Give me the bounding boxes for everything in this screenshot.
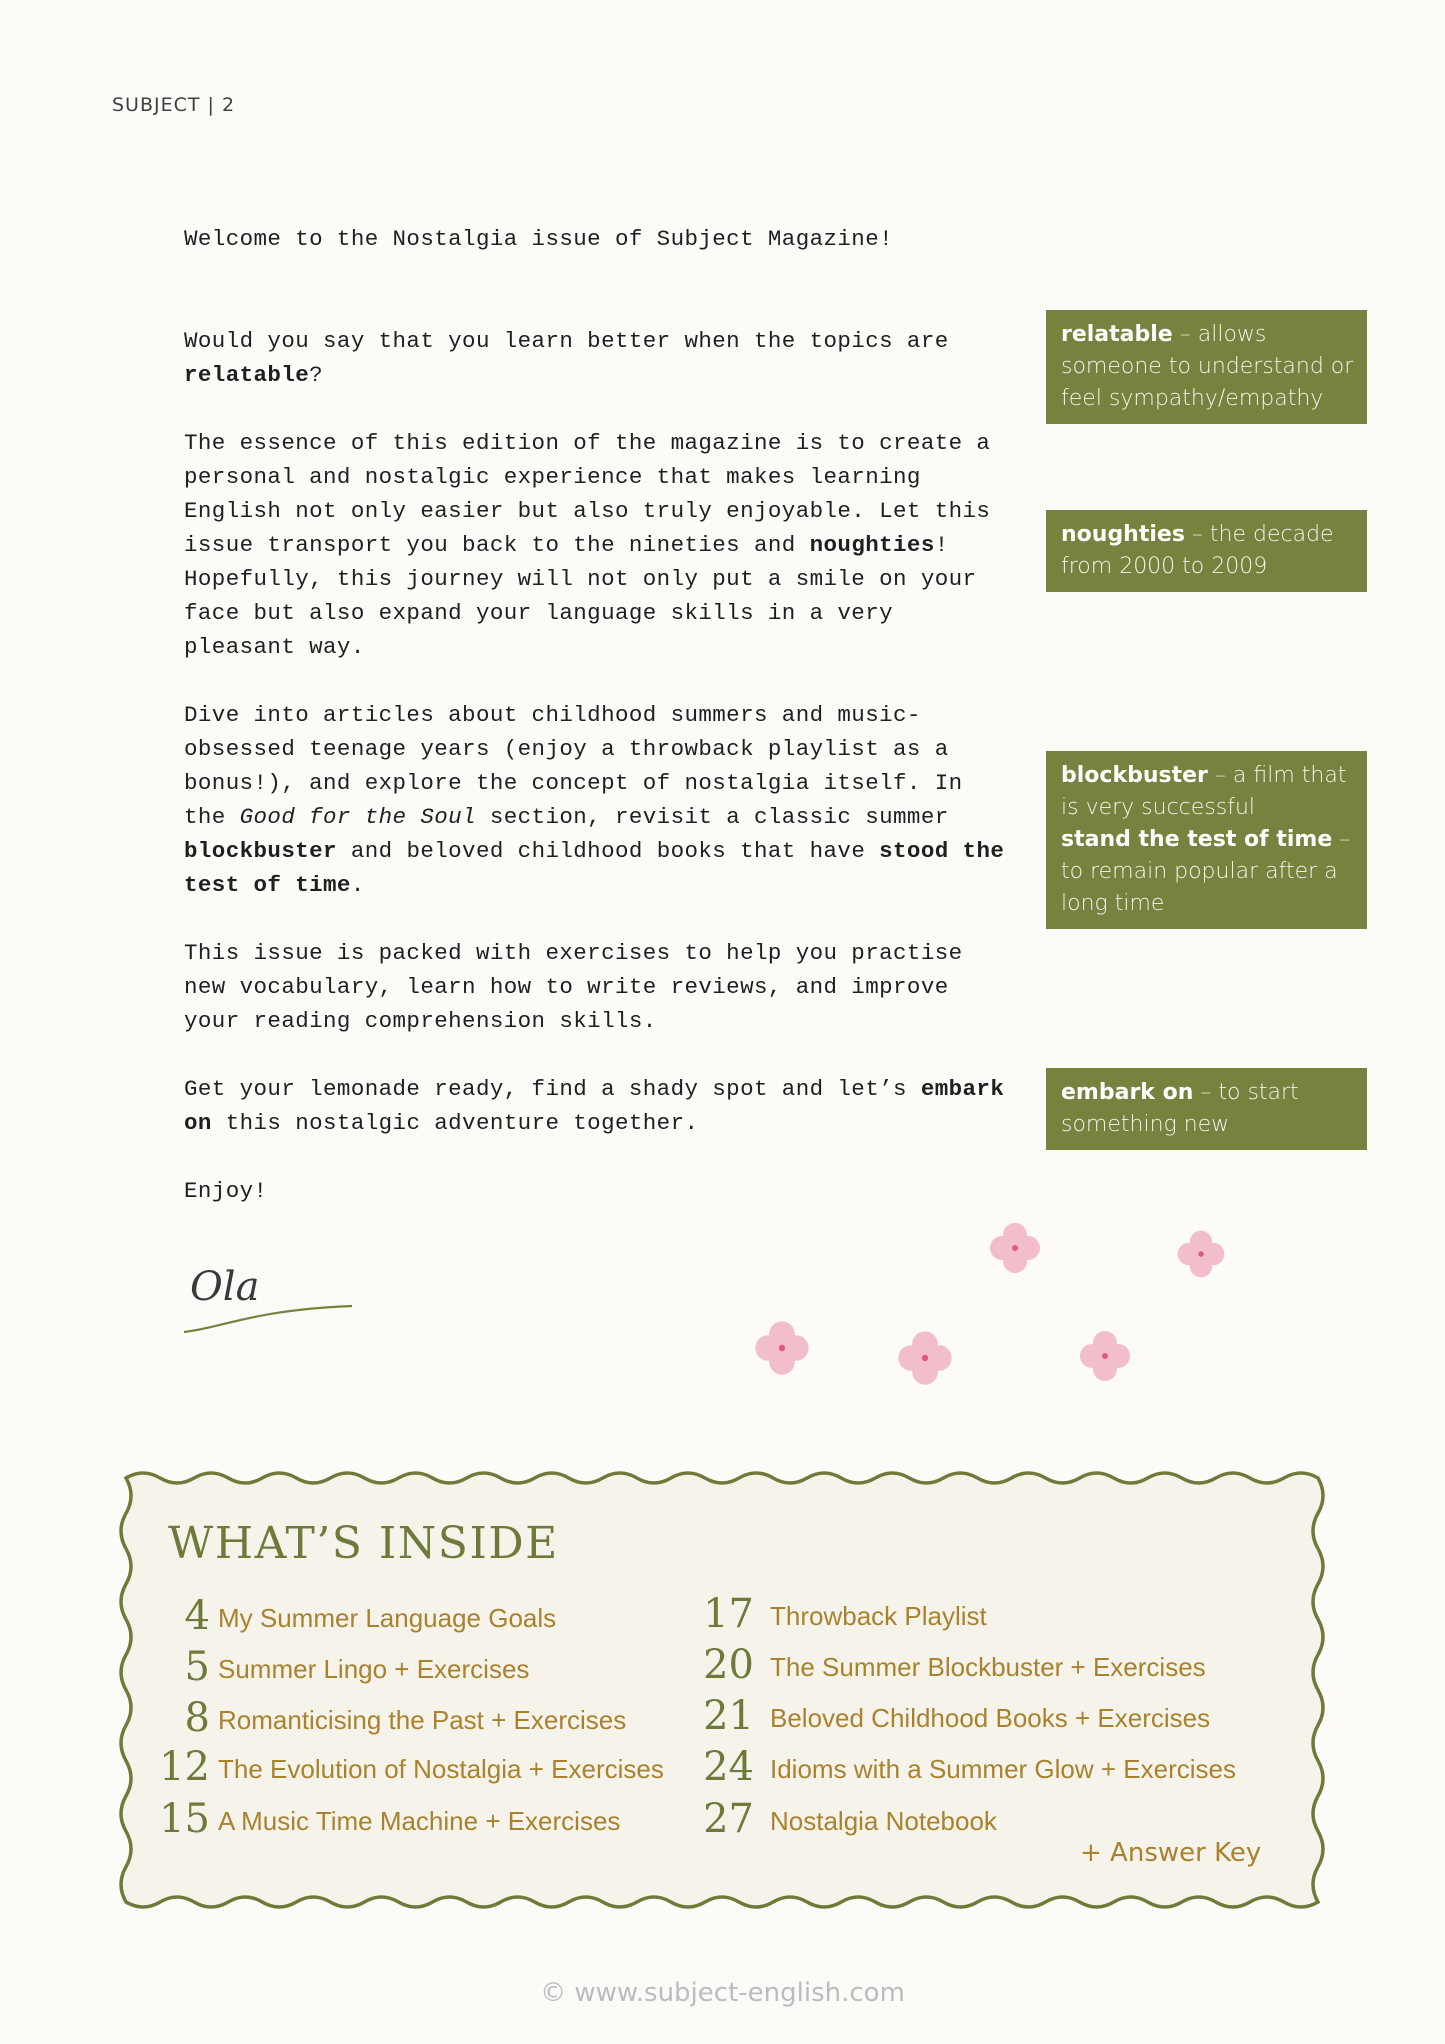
toc-label: The Summer Blockbuster + Exercises [770, 1652, 1206, 1682]
toc-label: Throwback Playlist [770, 1601, 987, 1631]
paragraph-3: Dive into articles about childhood summers and music-obsessed teenage years (enjoy a throwback playlist as a bonus!), and explore the concept of nostalgia itself. In the Good for the Soul section, revisit a classic summer blockbuster and beloved childhood books that have stood the test of time. [184, 702, 1005, 898]
toc-page-number: 12 [159, 1744, 210, 1790]
toc-page-number: 5 [184, 1644, 210, 1690]
welcome-line: Welcome to the Nostalgia issue of Subject Magazine! [184, 226, 894, 252]
toc-label: Nostalgia Notebook [770, 1806, 997, 1836]
toc-label: The Evolution of Nostalgia + Exercises [218, 1754, 664, 1784]
toc-label: Beloved Childhood Books + Exercises [770, 1703, 1211, 1733]
flower-icon [1075, 1326, 1135, 1386]
paragraph-5: Get your lemonade ready, find a shady spot and let’s embark on this nostalgic adventure together. [184, 1076, 1005, 1136]
paragraph-4: This issue is packed with exercises to help you practise new vocabulary, learn how to write reviews, and improve your reading comprehension skills. [184, 940, 963, 1034]
term-stood-test-of-time: stood the test of time [184, 838, 1005, 898]
toc-page-number: 15 [159, 1796, 210, 1842]
term-blockbuster: blockbuster [184, 838, 337, 864]
toc-page-number: 17 [703, 1591, 754, 1637]
term-noughties: noughties [809, 532, 935, 558]
term-embark-on: embark on [184, 1076, 1005, 1136]
toc-page-number: 8 [184, 1695, 210, 1741]
whats-inside-title: WHAT’S INSIDE [168, 1518, 559, 1569]
flower-icon [893, 1326, 957, 1390]
toc-page-number: 20 [703, 1642, 754, 1688]
toc-page-number: 4 [184, 1593, 210, 1639]
toc-label: Idioms with a Summer Glow + Exercises [770, 1754, 1236, 1784]
toc-page-number: 21 [703, 1693, 754, 1739]
flower-icon [985, 1218, 1045, 1278]
paragraph-1: Would you say that you learn better when the topics are relatable? [184, 328, 949, 388]
paragraph-2: The essence of this edition of the magazine is to create a personal and nostalgic experience that makes learning English not only easier but also truly enjoyable. Let this issue transport you back to the nineties and noughties! Hopefully, this journey will not only put a smile on your face but also expand your language skills in a very pleasant way. [184, 430, 991, 660]
footer-copyright[interactable]: © www.subject-english.com [540, 1978, 905, 2008]
flower-icon [750, 1316, 814, 1380]
glossary-relatable: relatable – allows someone to understand or feel sympathy/empathy [1046, 310, 1367, 424]
toc-label: A Music Time Machine + Exercises [218, 1806, 621, 1836]
answer-key-link[interactable]: + Answer Key [1080, 1838, 1262, 1868]
toc-label: My Summer Language Goals [218, 1603, 557, 1633]
toc-label: Romanticising the Past + Exercises [218, 1705, 627, 1735]
toc-label: Summer Lingo + Exercises [218, 1654, 530, 1684]
glossary-embark-on: embark on – to start something new [1046, 1068, 1367, 1150]
glossary-blockbuster: blockbuster – a film that is very successful stand the test of time – to remain popular after a long time [1046, 751, 1367, 929]
toc-page-number: 24 [703, 1744, 754, 1790]
svg-text:Ola: Ola [190, 1264, 260, 1310]
closing-line: Enjoy! [184, 1178, 268, 1204]
page-header: SUBJECT | 2 [112, 94, 236, 116]
editorial-text [184, 222, 1014, 1208]
flower-icon [1173, 1226, 1229, 1282]
toc-page-number: 27 [703, 1796, 754, 1842]
term-relatable: relatable [184, 362, 310, 388]
glossary-noughties: noughties – the decade from 2000 to 2009 [1046, 510, 1367, 592]
section-name: Good for the Soul [239, 804, 476, 830]
signature [182, 1250, 362, 1340]
